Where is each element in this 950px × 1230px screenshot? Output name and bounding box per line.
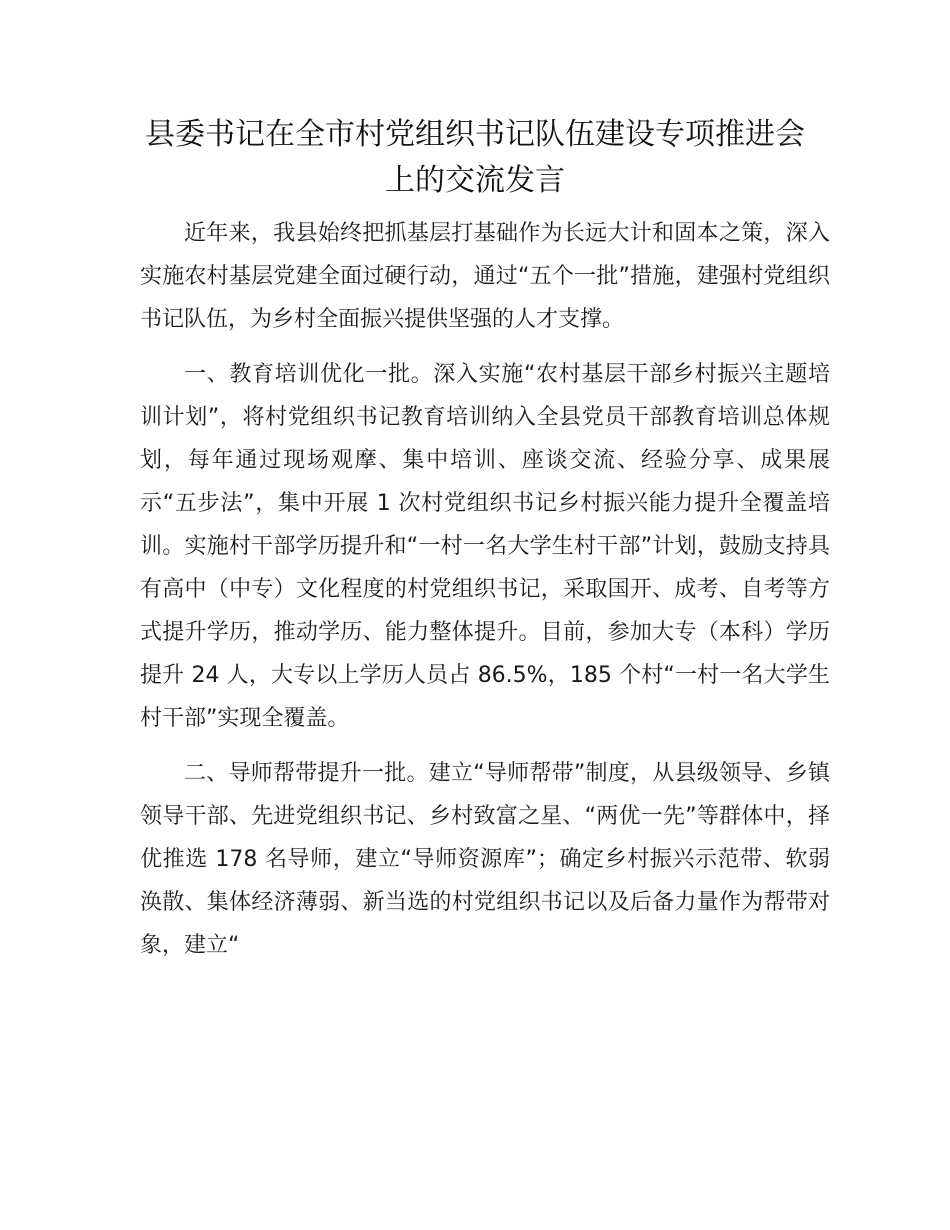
paragraph-intro: 近年来，我县始终把抓基层打基础作为长远大计和固本之策，深入实施农村基层党建全面过硬行动，通过“五个一批”措施，建强村党组织书记队伍，为乡村全面振兴提供坚强的人才支撑。 [140, 221, 830, 332]
paragraph-section-one: 一、教育培训优化一批。深入实施“农村基层干部乡村振兴主题培训计划”，将村党组织书记教育培训纳入全县党员干部教育培训总体规划，每年通过现场观摩、集中培训、座谈交流、经验分享、成果展示“五步法”，集中开展 1 次村党组织书记乡村振兴能力提升全覆盖培训。实施村干部学历提升和“一村一名大学生村干部”计划，鼓励支持具有高中（中专）文化程度的村党组织书记，采取国开、成考、自考等方式提升学历，推动学历、能力整体提升。目前，参加大专（本科）学历提升 24 人，大专以上学历人员占 86.5%，185 个村“一村一名大学生村干部”实现全覆盖。 [140, 362, 830, 731]
document-title: 县委书记在全市村党组织书记队伍建设专项推进会上的交流发言 [145, 117, 805, 198]
document-body [140, 212, 830, 979]
paragraph-section-two: 二、导师帮带提升一批。建立“导师帮带”制度，从县级领导、乡镇领导干部、先进党组织书记、乡村致富之星、“两优一先”等群体中，择优推选 178 名导师，建立“导师资源库”；确定乡村振兴示范带、软弱涣散、集体经济薄弱、新当选的村党组织书记以及后备力量作为帮带对象，建立“ [140, 761, 830, 958]
